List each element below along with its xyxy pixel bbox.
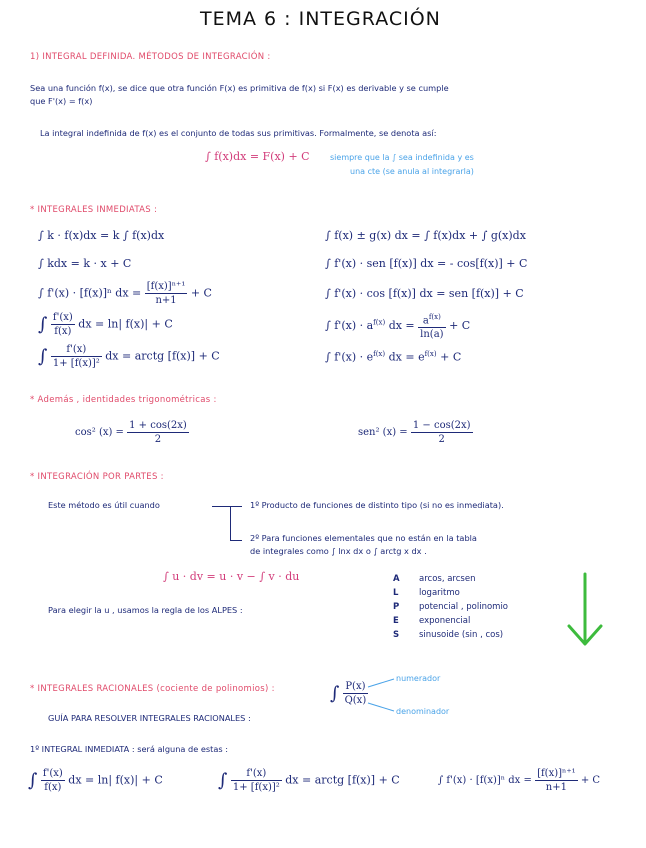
primitive-formula: ∫ f(x)dx = F(x) + C [205, 150, 310, 163]
parts-formula: ∫ u · dv = u · v − ∫ v · du [163, 570, 300, 583]
constant-note-2: una cte (se anula al integrarla) [350, 167, 474, 176]
bracket-bottom [230, 540, 242, 541]
s1-text-line1: Sea una función f(x), se dice que otra función F(x) es primitiva de f(x) si F(x) es derivable y se cumple [30, 83, 449, 93]
section3-heading: * Además , identidades trigonométricas : [30, 395, 217, 405]
alpes-item: E exponencial [393, 616, 471, 626]
immediate-left-4: ∫ $\frac{f'(x)}{f(x)}$ dx = ln| f(x)| + C [38, 312, 173, 337]
immediate-left-3: ∫ f'(x) · [f(x)]ⁿ dx = $\frac{\text{[f(x)]ⁿ⁺¹}}{n+1}$ + C [38, 281, 212, 306]
alpes-item: S sinusoide (sin , cos) [393, 630, 504, 640]
numerator-label: numerador [396, 674, 441, 683]
immediate-right-1: ∫ f(x) ± g(x) dx = ∫ f(x)dx + ∫ g(x)dx [325, 229, 526, 242]
immediate-left-1: ∫ k · f(x)dx = k ∫ f(x)dx [38, 229, 165, 242]
immediate-right-4: ∫ $f'(x) \cdot a^{f(x)}$ dx = $\frac{a^{f(x)}}{\ln(a)}$ + C [325, 313, 471, 341]
alpes-item: P potencial , polinomio [393, 602, 509, 612]
label-connector-icon [366, 675, 396, 715]
rational-fraction: ∫ $\frac{P(x)}{Q(x)}$ [330, 681, 367, 706]
immediate-right-5: ∫ $f'(x) \cdot e^{f(x)}$ dx = $e^{f(x)} + C$ [325, 350, 462, 364]
parts-intro: Este método es útil cuando [48, 500, 160, 510]
section1-heading: 1) INTEGRAL DEFINIDA. MÉTODOS DE INTEGRACIÓN : [30, 52, 271, 62]
sin-squared-identity: sen² (x) = $\frac{1 - \cos(2x)}{2}$ [358, 420, 471, 445]
immediate-left-5: ∫ $\frac{f'(x)}{\text{1+ [f(x)]²}}$ dx = arctg [f(x)] + C [38, 344, 220, 369]
rational-example-2: ∫ $\frac{f'(x)}{\text{1+ [f(x)]²}}$ dx = arctg [f(x)] + C [218, 768, 400, 793]
alpes-list [393, 574, 508, 644]
rational-step1: 1º INTEGRAL INMEDIATA : será alguna de estas : [30, 744, 229, 754]
section5-heading: * INTEGRALES RACIONALES (cociente de polinomios) : [30, 684, 275, 694]
immediate-left-2: ∫ kdx = k · x + C [38, 257, 132, 270]
section2-heading: * INTEGRALES INMEDIATAS : [30, 205, 158, 215]
parts-case-2b: de integrales como ∫ lnx dx o ∫ arctg x dx . [250, 546, 427, 556]
alpes-item: L logaritmo [393, 588, 460, 598]
immediate-right-3: ∫ f'(x) · cos [f(x)] dx = sen [f(x)] + C [325, 287, 524, 300]
s1-text-line3: La integral indefinida de f(x) es el conjunto de todas sus primitivas. Formalmente, se denota así: [40, 128, 437, 138]
denominator-label: denominador [396, 707, 450, 716]
bracket-top [212, 506, 242, 507]
down-arrow-icon [565, 570, 605, 650]
parts-case-1: 1º Producto de funciones de distinto tipo (si no es inmediata). [250, 500, 504, 510]
rational-example-3: ∫ f'(x) · [f(x)]ⁿ dx = $\frac{\text{[f(x)]ⁿ⁺¹}}{n+1}$ + C [438, 768, 601, 793]
constant-note-1: siempre que la ∫ sea indefinida y es [330, 153, 474, 162]
immediate-right-2: ∫ f'(x) · sen [f(x)] dx = - cos[f(x)] + C [325, 257, 528, 270]
rational-example-1: ∫ $\frac{f'(x)}{f(x)}$ dx = ln| f(x)| + C [28, 768, 163, 793]
page-title: TEMA 6 : INTEGRACIÓN [200, 8, 441, 30]
parts-case-2a: 2º Para funciones elementales que no están en la tabla [250, 533, 477, 543]
s1-text-line2: que F'(x) = f(x) [30, 96, 93, 106]
section4-heading: * INTEGRACIÓN POR PARTES : [30, 472, 164, 482]
rational-guide: GUÍA PARA RESOLVER INTEGRALES RACIONALES : [48, 713, 251, 723]
cos-squared-identity: cos² (x) = $\frac{1 + \cos(2x)}{2}$ [75, 420, 187, 445]
alpes-item: A arcos, arcsen [393, 574, 476, 584]
alpes-rule: Para elegir la u , usamos la regla de los ALPES : [48, 605, 243, 615]
bracket-vertical [230, 506, 231, 540]
